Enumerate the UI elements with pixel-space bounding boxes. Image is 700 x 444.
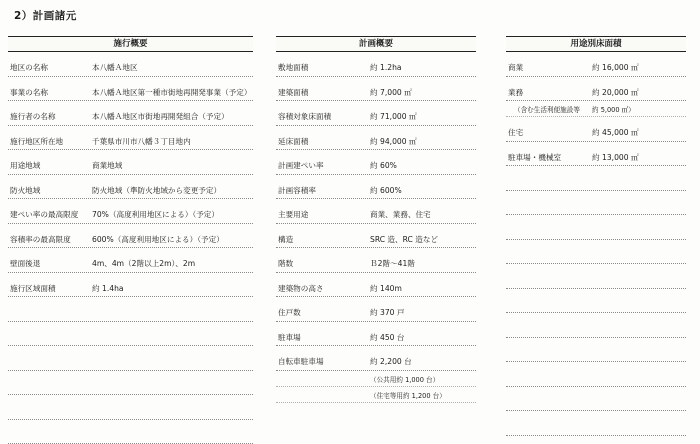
row-value: 約 600% [370, 185, 402, 196]
row-value: 約 1.4ha [92, 283, 124, 294]
row-value: 約 2,200 台 [370, 356, 412, 367]
table-row [276, 101, 476, 126]
row-value: 本八幡Ａ地区 [92, 62, 138, 73]
row-value: （住宅等用約 1,200 台） [370, 390, 446, 400]
table-row [506, 52, 686, 77]
table-row [8, 248, 253, 273]
row-label: 施行者の名称 [10, 111, 56, 122]
table-row-continuation [276, 387, 476, 403]
row-label: 駐車場 [278, 332, 301, 343]
empty-row [506, 215, 686, 240]
table-row [8, 52, 253, 77]
empty-row [506, 240, 686, 265]
table-row-continuation [276, 371, 476, 387]
row-label: 敷地面積 [278, 62, 308, 73]
section-heading: 2）計画諸元 [14, 8, 77, 23]
row-label: 商業 [508, 62, 523, 73]
row-label: 住戸数 [278, 307, 301, 318]
table-row [276, 224, 476, 249]
empty-row [8, 346, 253, 371]
empty-row [506, 191, 686, 216]
row-label: 階数 [278, 258, 293, 269]
row-value: （公共用約 1,000 台） [370, 374, 439, 384]
row-value: 約 71,000 ㎡ [370, 111, 417, 122]
row-label: 自転車駐車場 [278, 356, 324, 367]
row-label: 施行地区所在地 [10, 136, 63, 147]
row-value: 防火地域（準防火地域から変更予定） [92, 185, 221, 196]
empty-row [8, 297, 253, 322]
row-label: 壁面後退 [10, 258, 40, 269]
table-row [276, 175, 476, 200]
row-value: SRC 造、RC 造など [370, 234, 438, 245]
row-value: 600%（高度利用地区による）（予定） [92, 234, 224, 245]
row-label: 防火地域 [10, 185, 40, 196]
row-label: 住宅 [508, 127, 523, 138]
table-row [8, 273, 253, 298]
row-value: 70%（高度利用地区による）（予定） [92, 209, 219, 220]
row-label: 建ぺい率の最高限度 [10, 209, 78, 220]
row-value: 約 7,000 ㎡ [370, 87, 412, 98]
row-value: 約 1.2ha [370, 62, 402, 73]
row-label: 構造 [278, 234, 293, 245]
row-value: 約 13,000 ㎡ [592, 152, 639, 163]
panel-title: 計画概要 [276, 36, 476, 52]
table-row [506, 117, 686, 142]
panel-plan-outline [276, 36, 476, 403]
row-label: 業務 [508, 87, 523, 98]
row-label: 計画容積率 [278, 185, 316, 196]
empty-row [8, 371, 253, 396]
table-row-sub [506, 101, 686, 117]
row-value: 本八幡Ａ地区第一種市街地再開発事業（予定） [92, 87, 251, 98]
row-value: 本八幡Ａ地区市街地再開発組合（予定） [92, 111, 229, 122]
row-value: 約 5,000 ㎡） [592, 104, 635, 114]
row-label: 建築物の高さ [278, 283, 324, 294]
row-value: 4m、4m（2階以上2m）、2m [92, 258, 195, 269]
row-label: 主要用途 [278, 209, 308, 220]
empty-row [8, 420, 253, 444]
row-label: 容積率の最高限度 [10, 234, 71, 245]
empty-row [506, 362, 686, 387]
table-row [276, 322, 476, 347]
row-label: 容積対象床面積 [278, 111, 331, 122]
table-row [276, 248, 476, 273]
empty-row [506, 338, 686, 363]
empty-row [506, 411, 686, 436]
row-value: 約 16,000 ㎡ [592, 62, 639, 73]
row-label: 建築面積 [278, 87, 308, 98]
panel-floor-area-by-use [506, 36, 686, 436]
row-value: 約 370 戸 [370, 307, 405, 318]
row-label: （含む生活利便施設等 [514, 104, 580, 114]
row-label: 駐車場・機械室 [508, 152, 561, 163]
table-row [506, 142, 686, 167]
row-label: 延床面積 [278, 136, 308, 147]
panel-title: 施行概要 [8, 36, 253, 52]
table-row [8, 150, 253, 175]
row-value: 約 450 台 [370, 332, 405, 343]
row-value: 約 20,000 ㎡ [592, 87, 639, 98]
table-row [276, 297, 476, 322]
row-label: 施行区域面積 [10, 283, 56, 294]
panel-title: 用途別床面積 [506, 36, 686, 52]
empty-row [8, 322, 253, 347]
empty-row [506, 264, 686, 289]
row-value: 約 140m [370, 283, 402, 294]
empty-row [8, 395, 253, 420]
empty-row [506, 387, 686, 412]
row-value: 商業、業務、住宅 [370, 209, 431, 220]
table-row [8, 77, 253, 102]
table-row [276, 150, 476, 175]
row-value: 商業地域 [92, 160, 122, 171]
empty-row [506, 289, 686, 314]
empty-row [506, 313, 686, 338]
table-row [276, 346, 476, 371]
table-row [8, 175, 253, 200]
row-label: 用途地域 [10, 160, 40, 171]
empty-row [506, 166, 686, 191]
table-row [276, 199, 476, 224]
table-row [8, 224, 253, 249]
panel-project-outline [8, 36, 253, 444]
row-value: Ｂ2階～41階 [370, 258, 415, 269]
table-row [506, 77, 686, 102]
row-label: 計画建ぺい率 [278, 160, 324, 171]
table-row [276, 52, 476, 77]
table-row [276, 126, 476, 151]
row-value: 千葉県市川市八幡３丁目地内 [92, 136, 191, 147]
row-value: 約 60% [370, 160, 397, 171]
row-value: 約 94,000 ㎡ [370, 136, 417, 147]
row-label: 事業の名称 [10, 87, 48, 98]
table-row [8, 101, 253, 126]
row-label: 地区の名称 [10, 62, 48, 73]
table-row [8, 126, 253, 151]
table-row [8, 199, 253, 224]
table-row [276, 273, 476, 298]
row-value: 約 45,000 ㎡ [592, 127, 639, 138]
table-row [276, 77, 476, 102]
